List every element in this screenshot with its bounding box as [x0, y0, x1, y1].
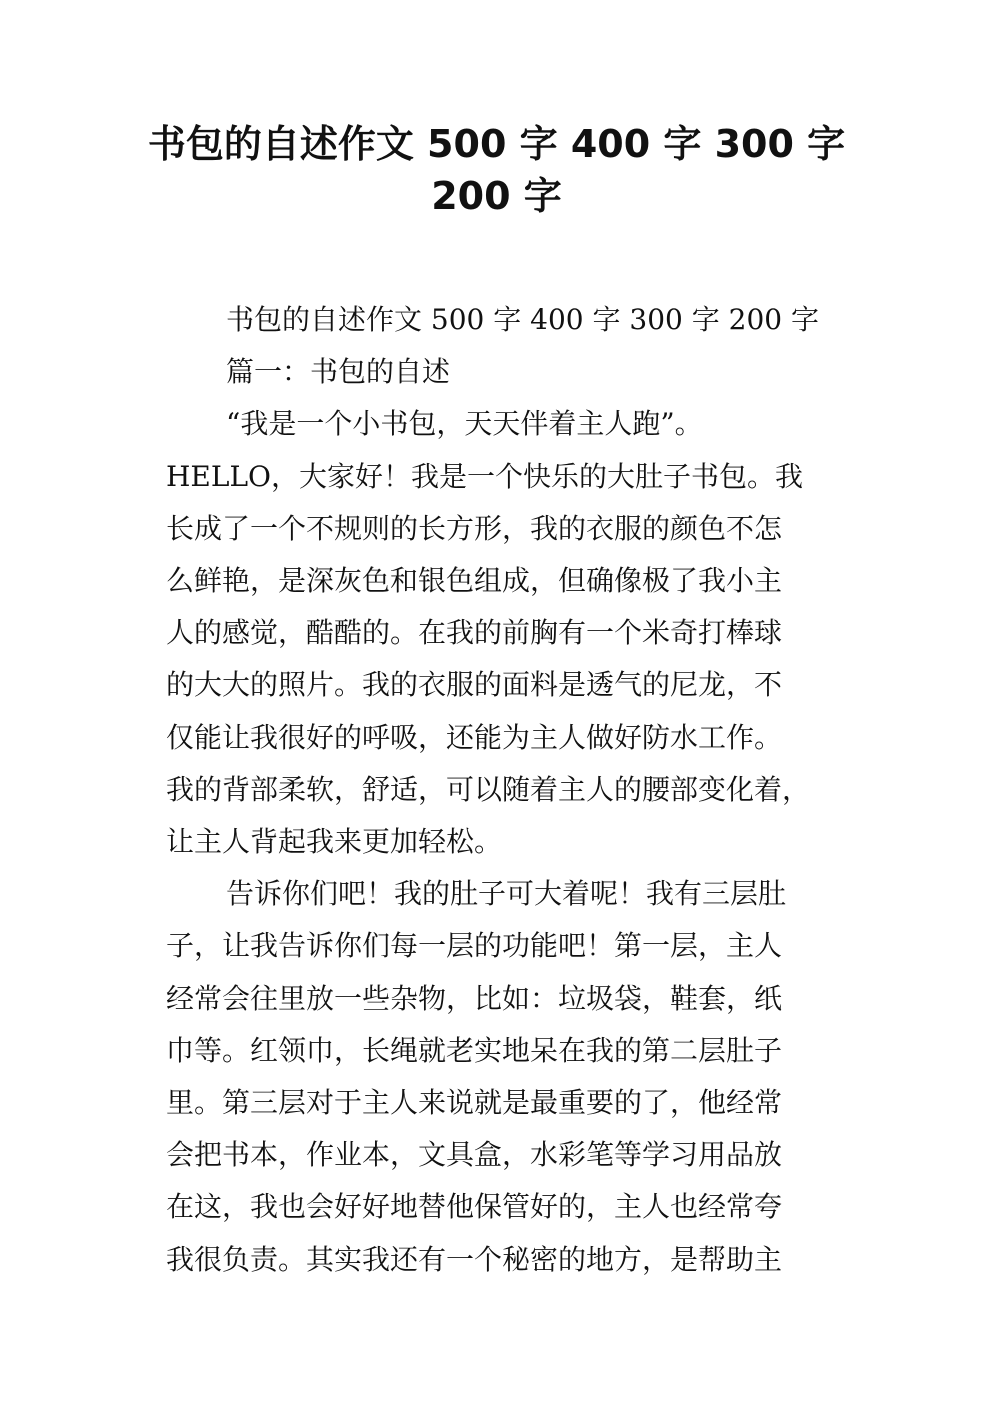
paragraph-1-line-8: 我的背部柔软，舒适，可以随着主人的腰部变化着， — [166, 772, 811, 806]
paragraph-2-line-3: 经常会往里放一些杂物，比如：垃圾袋，鞋套，纸 — [166, 981, 783, 1015]
paragraph-1-line-4: 么鲜艳，是深灰色和银色组成，但确像极了我小主 — [166, 564, 783, 598]
paragraph-2-line-7: 在这，我也会好好地替他保管好的，主人也经常夸 — [166, 1190, 783, 1224]
title-line-1: 书包的自述作文 500 字 400 字 300 字 — [147, 122, 846, 166]
paragraph-2-line-6: 会把书本，作业本，文具盒，水彩笔等学习用品放 — [166, 1138, 783, 1172]
document-body — [166, 294, 838, 1286]
paragraph-2-line-1: 告诉你们吧！我的肚子可大着呢！我有三层肚 — [226, 877, 787, 911]
paragraph-1-line-3: 长成了一个不规则的长方形，我的衣服的颜色不怎 — [166, 511, 783, 545]
paragraph-2 — [166, 868, 838, 1286]
paragraph-1-line-7: 仅能让我很好的呼吸，还能为主人做好防水工作。 — [166, 720, 783, 754]
document-title — [140, 118, 853, 222]
paragraph-1 — [166, 398, 838, 868]
paragraph-1-line-9: 让主人背起我来更加轻松。 — [166, 825, 503, 859]
paragraph-2-line-2: 子，让我告诉你们每一层的功能吧！第一层，主人 — [166, 929, 783, 963]
paragraph-2-line-5: 里。第三层对于主人来说就是最重要的了，他经常 — [166, 1086, 783, 1120]
subtitle: 书包的自述作文 500 字 400 字 300 字 200 字 — [226, 303, 819, 336]
paragraph-1-line-6: 的大大的照片。我的衣服的面料是透气的尼龙，不 — [166, 668, 783, 702]
section-heading: 篇一：书包的自述 — [226, 355, 451, 389]
paragraph-1-line-5: 人的感觉，酷酷的。在我的前胸有一个米奇打棒球 — [166, 616, 783, 650]
paragraph-2-line-8: 我很负责。其实我还有一个秘密的地方，是帮助主 — [166, 1242, 783, 1276]
paragraph-2-line-4: 巾等。红领巾，长绳就老实地呆在我的第二层肚子 — [166, 1033, 783, 1067]
paragraph-1-line-2: HELLO，大家好！我是一个快乐的大肚子书包。我 — [166, 459, 804, 493]
paragraph-1-line-1: “我是一个小书包，天天伴着主人跑”。 — [226, 407, 703, 441]
title-line-2: 200 字 — [431, 174, 562, 218]
